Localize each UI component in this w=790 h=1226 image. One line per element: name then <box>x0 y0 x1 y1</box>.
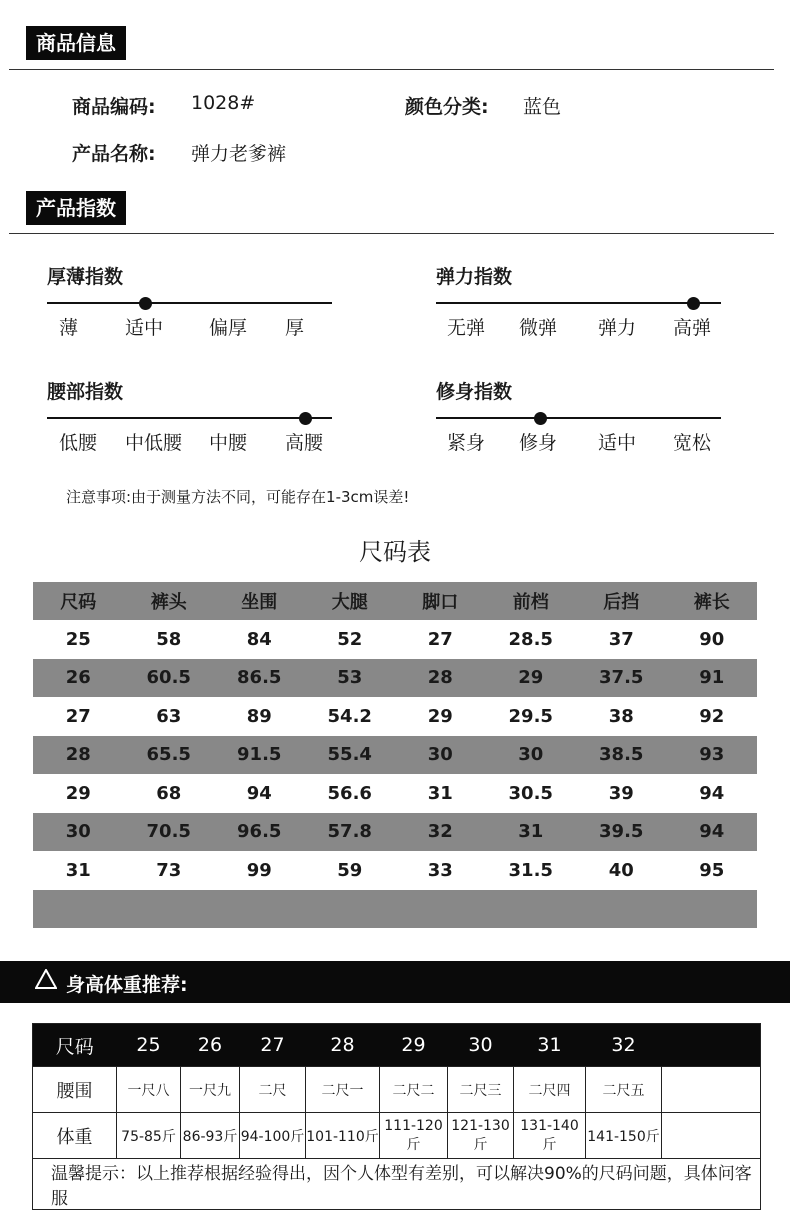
table-row <box>33 620 757 659</box>
table-cell: 94-100斤 <box>240 1113 306 1159</box>
header-cell: 32 <box>586 1024 662 1067</box>
header-cell: 后挡 <box>576 582 667 620</box>
table-cell: 一尺九 <box>181 1067 240 1113</box>
table-cell: 96.5 <box>214 813 305 852</box>
table-cell: 25 <box>65 628 91 650</box>
header-cell: 坐围 <box>214 582 305 620</box>
table-cell <box>662 1113 761 1159</box>
header-cell: 尺码 <box>33 582 124 620</box>
table-row <box>33 851 757 890</box>
waist-option: 中低腰 <box>125 432 183 454</box>
table-cell: 57.8 <box>305 813 396 852</box>
waist-row <box>33 1067 761 1113</box>
waist-option: 低腰 <box>59 432 98 454</box>
table-cell <box>662 1067 761 1113</box>
header-cell: 裤头 <box>124 582 215 620</box>
fit-index-marker <box>534 412 547 425</box>
table-cell: 二尺五 <box>586 1067 662 1113</box>
row-label: 体重 <box>33 1113 117 1159</box>
table-cell: 89 <box>246 705 272 727</box>
table-cell: 53 <box>305 659 396 698</box>
table-cell: 95 <box>699 859 725 881</box>
fit-option: 宽松 <box>673 432 712 454</box>
table-cell: 68 <box>156 782 182 804</box>
elasticity-index-scale <box>436 302 721 304</box>
elasticity-index-marker <box>687 297 700 310</box>
warning-triangle-icon <box>35 969 57 989</box>
table-cell: 二尺四 <box>514 1067 586 1113</box>
recommend-header-row <box>33 1024 761 1067</box>
elasticity-option: 无弹 <box>447 317 486 339</box>
table-row <box>33 697 757 736</box>
thickness-option: 薄 <box>59 317 79 339</box>
thickness-option: 偏厚 <box>209 317 248 339</box>
table-cell: 59 <box>337 859 363 881</box>
table-cell: 39 <box>608 782 634 804</box>
fit-index-scale <box>436 417 721 419</box>
table-cell: 94 <box>246 782 272 804</box>
elasticity-index-title: 弹力指数 <box>436 266 513 288</box>
row-label: 腰围 <box>33 1067 117 1113</box>
size-table-header <box>33 582 757 620</box>
table-cell: 29 <box>486 659 577 698</box>
table-cell: 33 <box>427 859 453 881</box>
name-value: 弹力老爹裤 <box>191 143 287 165</box>
header-cell: 尺码 <box>33 1024 117 1067</box>
table-cell: 27 <box>427 628 453 650</box>
table-cell: 37.5 <box>576 659 667 698</box>
fit-index-title: 修身指数 <box>436 381 513 403</box>
waist-index-marker <box>299 412 312 425</box>
waist-index-title: 腰部指数 <box>47 381 124 403</box>
table-cell: 二尺 <box>240 1067 306 1113</box>
size-table <box>33 582 757 928</box>
table-cell: 二尺三 <box>448 1067 514 1113</box>
header-cell: 前档 <box>486 582 577 620</box>
table-cell: 29 <box>427 705 453 727</box>
table-cell: 38 <box>608 705 634 727</box>
table-cell: 70.5 <box>124 813 215 852</box>
size-table-title: 尺码表 <box>359 538 431 566</box>
header-cell: 27 <box>240 1024 306 1067</box>
table-cell: 141-150斤 <box>586 1113 662 1159</box>
table-cell: 30 <box>486 736 577 775</box>
table-cell: 28 <box>395 659 486 698</box>
table-cell: 65.5 <box>124 736 215 775</box>
table-cell: 31 <box>65 859 91 881</box>
table-cell: 93 <box>667 736 758 775</box>
table-cell: 91 <box>667 659 758 698</box>
header-cell: 25 <box>117 1024 181 1067</box>
waist-option: 中腰 <box>209 432 248 454</box>
table-cell: 63 <box>156 705 182 727</box>
color-value: 蓝色 <box>523 96 562 118</box>
table-cell: 99 <box>246 859 272 881</box>
table-cell: 90 <box>699 628 725 650</box>
weight-row <box>33 1113 761 1159</box>
thickness-option: 适中 <box>125 317 164 339</box>
header-cell: 26 <box>181 1024 240 1067</box>
code-label: 商品编码: <box>72 96 156 118</box>
table-cell: 84 <box>246 628 272 650</box>
table-row <box>33 736 757 775</box>
table-cell: 26 <box>33 659 124 698</box>
table-cell: 73 <box>156 859 182 881</box>
table-cell: 30 <box>395 736 486 775</box>
table-row-empty <box>33 890 757 929</box>
table-cell: 111-120斤 <box>380 1113 448 1159</box>
table-cell: 40 <box>608 859 634 881</box>
recommend-tip: 温馨提示：以上推荐根据经验得出，因个人体型有差别，可以解决90%的尺码问题，具体问客服 <box>33 1159 761 1210</box>
table-row <box>33 813 757 852</box>
header-cell: 28 <box>306 1024 380 1067</box>
table-cell: 94 <box>699 782 725 804</box>
name-label: 产品名称: <box>72 143 156 165</box>
thickness-index-scale <box>47 302 332 304</box>
table-cell: 二尺一 <box>306 1067 380 1113</box>
table-cell: 30 <box>33 813 124 852</box>
header-cell: 大腿 <box>305 582 396 620</box>
table-cell: 28 <box>33 736 124 775</box>
code-value: 1028# <box>191 92 256 114</box>
recommend-heading: 身高体重推荐: <box>66 974 188 996</box>
table-cell: 94 <box>667 813 758 852</box>
thickness-index-title: 厚薄指数 <box>47 266 124 288</box>
table-cell: 86-93斤 <box>181 1113 240 1159</box>
table-cell: 32 <box>395 813 486 852</box>
table-cell: 37 <box>608 628 634 650</box>
table-cell: 56.6 <box>327 782 372 804</box>
elasticity-option: 弹力 <box>598 317 637 339</box>
elasticity-option: 微弹 <box>519 317 558 339</box>
table-cell: 92 <box>699 705 725 727</box>
header-cell: 29 <box>380 1024 448 1067</box>
table-cell: 75-85斤 <box>117 1113 181 1159</box>
table-cell: 31 <box>427 782 453 804</box>
product-index-heading: 产品指数 <box>26 191 126 225</box>
table-cell: 31 <box>486 813 577 852</box>
recommend-table <box>32 1023 761 1210</box>
header-cell: 裤长 <box>667 582 758 620</box>
header-cell: 30 <box>448 1024 514 1067</box>
table-row <box>33 659 757 698</box>
divider <box>9 233 774 234</box>
table-cell <box>33 890 757 929</box>
table-cell: 38.5 <box>576 736 667 775</box>
table-cell: 28.5 <box>508 628 553 650</box>
color-label: 颜色分类: <box>405 96 489 118</box>
thickness-option: 厚 <box>285 317 305 339</box>
divider <box>9 69 774 70</box>
header-cell: 31 <box>514 1024 586 1067</box>
recommend-heading-bar <box>0 961 790 1003</box>
table-cell: 一尺八 <box>117 1067 181 1113</box>
fit-option: 修身 <box>519 432 558 454</box>
product-info-heading: 商品信息 <box>26 26 126 60</box>
elasticity-option: 高弹 <box>673 317 712 339</box>
measurement-note: 注意事项:由于测量方法不同，可能存在1-3cm误差! <box>66 488 410 506</box>
table-cell: 27 <box>65 705 91 727</box>
table-cell: 39.5 <box>576 813 667 852</box>
header-cell <box>662 1024 761 1067</box>
fit-option: 适中 <box>598 432 637 454</box>
table-row <box>33 774 757 813</box>
table-cell: 58 <box>156 628 182 650</box>
table-cell: 60.5 <box>124 659 215 698</box>
table-cell: 29 <box>65 782 91 804</box>
table-cell: 31.5 <box>508 859 553 881</box>
table-cell: 29.5 <box>508 705 553 727</box>
table-cell: 131-140斤 <box>514 1113 586 1159</box>
table-cell: 55.4 <box>305 736 396 775</box>
table-cell: 86.5 <box>214 659 305 698</box>
table-cell: 54.2 <box>327 705 372 727</box>
table-cell: 91.5 <box>214 736 305 775</box>
tip-row <box>33 1159 761 1210</box>
table-cell: 30.5 <box>508 782 553 804</box>
table-cell: 121-130斤 <box>448 1113 514 1159</box>
fit-option: 紧身 <box>447 432 486 454</box>
header-cell: 脚口 <box>395 582 486 620</box>
waist-option: 高腰 <box>285 432 324 454</box>
table-cell: 二尺二 <box>380 1067 448 1113</box>
thickness-index-marker <box>139 297 152 310</box>
table-cell: 52 <box>337 628 363 650</box>
table-cell: 101-110斤 <box>306 1113 380 1159</box>
waist-index-scale <box>47 417 332 419</box>
